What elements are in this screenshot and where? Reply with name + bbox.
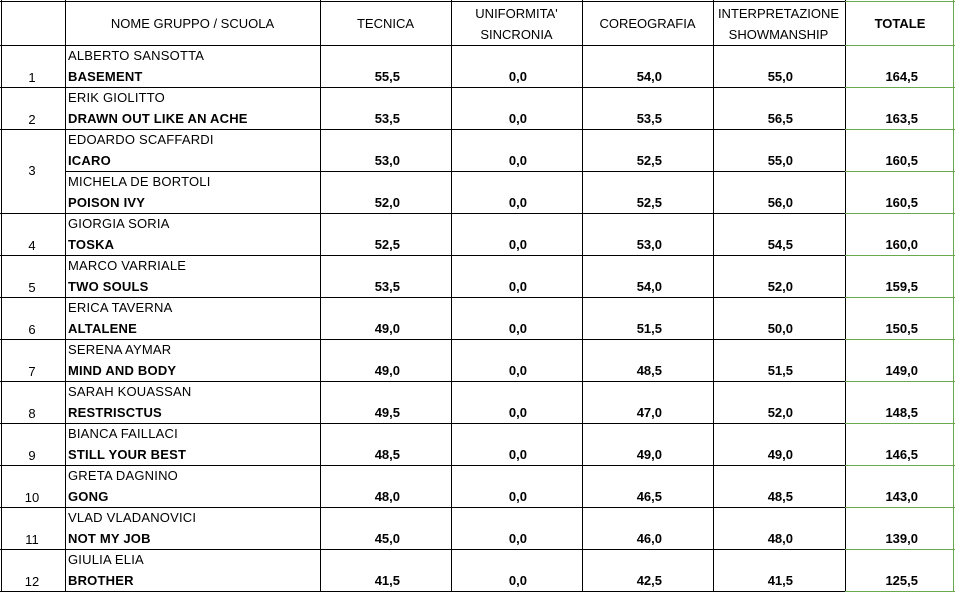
grid-vline — [582, 0, 583, 592]
performer-name: GIORGIA SORIA — [68, 216, 170, 231]
score-totale: 149,0 — [885, 363, 918, 378]
score-uniformita: 0,0 — [508, 363, 527, 378]
header-uniformita-line2: SINCRONIA — [480, 27, 553, 42]
performer-name: ERICA TAVERNA — [68, 300, 173, 315]
score-coreografia: 54,0 — [636, 69, 662, 84]
header-interpretazione-line2: SHOWMANSHIP — [728, 27, 829, 42]
grid-vline — [65, 0, 66, 592]
piece-title: ALTALENE — [68, 321, 137, 336]
grid-hline — [0, 213, 845, 214]
score-uniformita: 0,0 — [508, 153, 527, 168]
piece-title: NOT MY JOB — [68, 531, 151, 546]
score-interpretazione: 49,0 — [767, 447, 793, 462]
piece-title: BROTHER — [68, 573, 134, 588]
rank-cell: 4 — [28, 238, 36, 253]
grid-hline — [0, 507, 845, 508]
grid-hline — [0, 465, 845, 466]
score-interpretazione: 52,0 — [767, 405, 793, 420]
score-uniformita: 0,0 — [508, 195, 527, 210]
performer-name: MICHELA DE BORTOLI — [68, 174, 211, 189]
score-uniformita: 0,0 — [508, 489, 527, 504]
score-tecnica: 53,0 — [374, 153, 400, 168]
score-interpretazione: 48,0 — [767, 531, 793, 546]
header-name: NOME GRUPPO / SCUOLA — [110, 16, 275, 31]
score-tecnica: 49,0 — [374, 363, 400, 378]
grid-hline — [845, 297, 955, 298]
score-coreografia: 46,0 — [636, 531, 662, 546]
score-coreografia: 48,5 — [636, 363, 662, 378]
grid-vline — [451, 0, 452, 592]
rank-cell: 3 — [28, 163, 36, 178]
grid-hline — [845, 45, 955, 46]
score-coreografia: 49,0 — [636, 447, 662, 462]
score-totale: 143,0 — [885, 489, 918, 504]
piece-title: DRAWN OUT LIKE AN ACHE — [68, 111, 248, 126]
score-totale: 146,5 — [885, 447, 918, 462]
grid-hline — [845, 549, 955, 550]
score-interpretazione: 56,0 — [767, 195, 793, 210]
grid-hline — [0, 129, 845, 130]
grid-hline — [0, 381, 845, 382]
header-totale: TOTALE — [874, 16, 926, 31]
grid-vline — [953, 0, 954, 592]
score-coreografia: 52,5 — [636, 153, 662, 168]
grid-hline — [65, 171, 845, 172]
grid-hline — [0, 297, 845, 298]
score-uniformita: 0,0 — [508, 237, 527, 252]
grid-hline — [0, 423, 845, 424]
grid-hline — [0, 1, 845, 2]
score-tecnica: 53,5 — [374, 279, 400, 294]
score-interpretazione: 50,0 — [767, 321, 793, 336]
score-totale: 160,5 — [885, 195, 918, 210]
header-interpretazione-line1: INTERPRETAZIONE — [717, 6, 840, 21]
grid-hline — [845, 507, 955, 508]
rank-cell: 9 — [28, 448, 36, 463]
grid-hline — [845, 423, 955, 424]
score-uniformita: 0,0 — [508, 111, 527, 126]
piece-title: POISON IVY — [68, 195, 146, 210]
grid-hline — [0, 87, 845, 88]
rank-cell: 12 — [24, 574, 40, 589]
score-tecnica: 52,5 — [374, 237, 400, 252]
score-interpretazione: 48,5 — [767, 489, 793, 504]
score-tecnica: 52,0 — [374, 195, 400, 210]
score-interpretazione: 55,0 — [767, 153, 793, 168]
score-uniformita: 0,0 — [508, 405, 527, 420]
header-coreografia: COREOGRAFIA — [599, 16, 696, 31]
grid-hline — [0, 339, 845, 340]
piece-title: ICARO — [68, 153, 111, 168]
performer-name: ALBERTO SANSOTTA — [68, 48, 205, 63]
performer-name: SARAH KOUASSAN — [68, 384, 192, 399]
piece-title: MIND AND BODY — [68, 363, 177, 378]
score-uniformita: 0,0 — [508, 321, 527, 336]
performer-name: BIANCA FAILLACI — [68, 426, 178, 441]
performer-name: VLAD VLADANOVICI — [68, 510, 197, 525]
score-tecnica: 45,0 — [374, 531, 400, 546]
performer-name: GIULIA ELIA — [68, 552, 144, 567]
performer-name: EDOARDO SCAFFARDI — [68, 132, 214, 147]
score-uniformita: 0,0 — [508, 531, 527, 546]
score-interpretazione: 52,0 — [767, 279, 793, 294]
score-interpretazione: 56,5 — [767, 111, 793, 126]
grid-hline — [845, 213, 955, 214]
grid-hline — [845, 465, 955, 466]
score-coreografia: 47,0 — [636, 405, 662, 420]
score-coreografia: 53,0 — [636, 237, 662, 252]
score-coreografia: 51,5 — [636, 321, 662, 336]
rank-cell: 1 — [28, 70, 36, 85]
score-uniformita: 0,0 — [508, 279, 527, 294]
grid-hline — [845, 339, 955, 340]
score-interpretazione: 55,0 — [767, 69, 793, 84]
score-tecnica: 55,5 — [374, 69, 400, 84]
score-totale: 160,5 — [885, 153, 918, 168]
piece-title: TOSKA — [68, 237, 115, 252]
grid-hline — [845, 87, 955, 88]
score-tecnica: 48,5 — [374, 447, 400, 462]
rank-cell: 5 — [28, 280, 36, 295]
rank-cell: 7 — [28, 364, 36, 379]
score-uniformita: 0,0 — [508, 69, 527, 84]
rank-cell: 11 — [25, 532, 39, 547]
score-coreografia: 46,5 — [636, 489, 662, 504]
rank-cell: 6 — [28, 322, 36, 337]
piece-title: RESTRISCTUS — [68, 405, 162, 420]
performer-name: GRETA DAGNINO — [68, 468, 178, 483]
score-tecnica: 49,5 — [374, 405, 400, 420]
score-totale: 164,5 — [885, 69, 918, 84]
grid-vline — [320, 0, 321, 592]
score-uniformita: 0,0 — [508, 573, 527, 588]
score-coreografia: 42,5 — [636, 573, 662, 588]
grid-hline — [845, 1, 955, 2]
piece-title: BASEMENT — [68, 69, 143, 84]
score-interpretazione: 41,5 — [767, 573, 793, 588]
header-tecnica: TECNICA — [356, 16, 415, 31]
performer-name: ERIK GIOLITTO — [68, 90, 165, 105]
score-totale: 163,5 — [885, 111, 918, 126]
performer-name: SERENA AYMAR — [68, 342, 172, 357]
score-coreografia: 53,5 — [636, 111, 662, 126]
grid-hline — [845, 129, 955, 130]
performer-name: MARCO VARRIALE — [68, 258, 187, 273]
score-tecnica: 53,5 — [374, 111, 400, 126]
piece-title: GONG — [68, 489, 109, 504]
score-totale: 139,0 — [885, 531, 918, 546]
rank-cell: 8 — [28, 406, 36, 421]
score-totale: 160,0 — [885, 237, 918, 252]
grid-hline — [0, 549, 845, 550]
score-tecnica: 48,0 — [374, 489, 400, 504]
score-coreografia: 54,0 — [636, 279, 662, 294]
score-coreografia: 52,5 — [636, 195, 662, 210]
grid-hline — [0, 255, 845, 256]
grid-hline — [845, 381, 955, 382]
grid-vline — [845, 0, 846, 592]
score-totale: 150,5 — [885, 321, 918, 336]
score-uniformita: 0,0 — [508, 447, 527, 462]
grid-hline — [845, 171, 955, 172]
score-totale: 159,5 — [885, 279, 918, 294]
score-totale: 148,5 — [885, 405, 918, 420]
score-tecnica: 49,0 — [374, 321, 400, 336]
grid-hline — [0, 45, 845, 46]
rank-cell: 2 — [28, 112, 36, 127]
grid-hline — [845, 255, 955, 256]
piece-title: STILL YOUR BEST — [68, 447, 187, 462]
header-uniformita-line1: UNIFORMITA' — [475, 6, 558, 21]
score-interpretazione: 54,5 — [767, 237, 793, 252]
score-totale: 125,5 — [885, 573, 918, 588]
piece-title: TWO SOULS — [68, 279, 149, 294]
rank-cell: 10 — [24, 490, 40, 505]
grid-vline — [713, 0, 714, 592]
score-tecnica: 41,5 — [374, 573, 400, 588]
score-interpretazione: 51,5 — [767, 363, 793, 378]
